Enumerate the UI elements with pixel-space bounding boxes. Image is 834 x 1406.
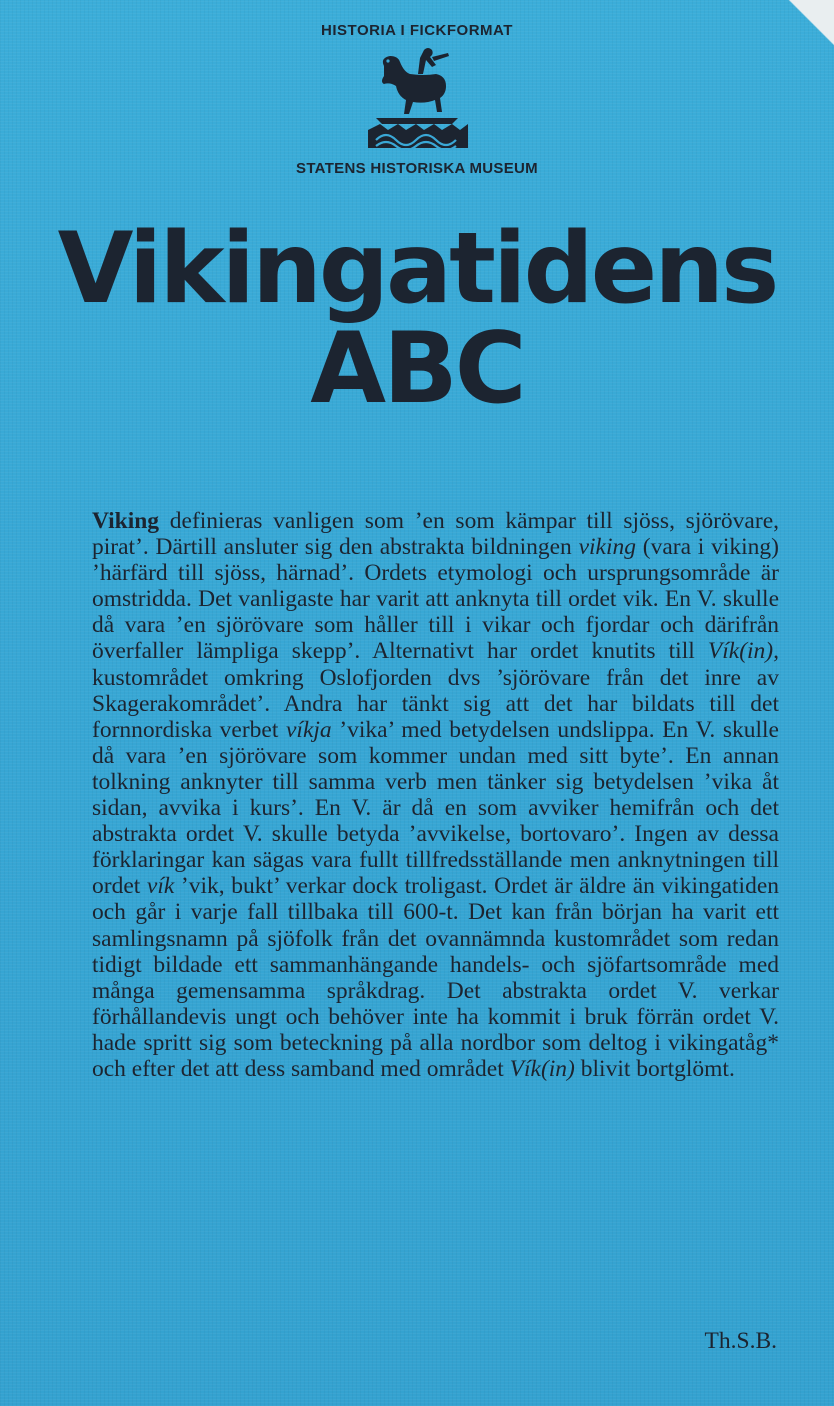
author-signature: Th.S.B. bbox=[704, 1328, 777, 1354]
horse-rider-emblem-icon bbox=[362, 44, 472, 156]
blurb-text: ’vik, bukt’ verkar dock troligast. Ordet är äldre än vikingatiden och går i varje fall tillbaka till 600-t. Det kan från början ha varit ett samlingsnamn på sjöfolk från det ovannämnda kustområdet som redan tidigt bildade ett sammanhängande handels- och sjöfartsområde med många gemensamma språkdrag. Det abstrakta ordet V. verkar förhållandevis ungt och behöver inte ha kommit i bruk förrän ordet V. hade spritt sig som beteckning på alla nordbor som deltog i vikingatåg* och efter det att dess samband med området bbox=[92, 873, 779, 1082]
book-title bbox=[0, 212, 834, 426]
blurb-text: (vara i viking) ’härfärd till sjöss, härnad’. Ordets etymologi och ursprungsområde är omstridda. Det vanligaste har varit att anknyta till ordet vik. En V. skulle då vara ’en sjörövare som håller till i vikar och fjordar och därifrån överfaller lämpliga skepp’. Alternativt har ordet knutits till bbox=[92, 534, 779, 665]
blurb-text: ’vika’ med betydelsen undslippa. En V. skulle då vara ’en sjörövare som kommer undan med sitt byte’. En annan tolkning anknyter till samma verb men tänker sig betydelsen ’vika åt sidan, avvika i kurs’. En V. är då en som avviker hemifrån och det abstrakta ordet V. skulle betyda ’avvikelse, bortovaro’. Ingen av dessa förklaringar kan sägas vara fullt tillfredsställande men anknytningen till ordet bbox=[92, 716, 779, 900]
headword: Viking bbox=[92, 508, 160, 534]
italic-term: víkja bbox=[285, 716, 332, 743]
series-label: HISTORIA I FICKFORMAT bbox=[321, 22, 513, 39]
italic-term: Vík(in) bbox=[509, 1055, 575, 1082]
italic-term: vík bbox=[146, 873, 175, 900]
worn-corner bbox=[788, 0, 834, 46]
title-line-2: ABC bbox=[310, 311, 524, 426]
blurb-text: kustområdet omkring Oslofjorden dvs ’sjörövare från det inre av Skagerakområdet’. Andra har tänkt sig att det har bildats till det fornnordiska verbet bbox=[92, 664, 779, 743]
italic-term: Vík(in), bbox=[707, 638, 779, 665]
museum-label: STATENS HISTORISKA MUSEUM bbox=[296, 160, 538, 177]
italic-term: viking bbox=[578, 534, 636, 561]
title-line-1: Vikingatidens bbox=[57, 212, 777, 326]
blurb-paragraph bbox=[92, 508, 779, 1082]
blurb-text: blivit bortglömt. bbox=[574, 1055, 735, 1082]
blurb-text: definieras vanligen som ’en som kämpar till sjöss, sjörövare, pirat’. Därtill ansluter sig den abstrakta bildningen bbox=[92, 508, 779, 561]
